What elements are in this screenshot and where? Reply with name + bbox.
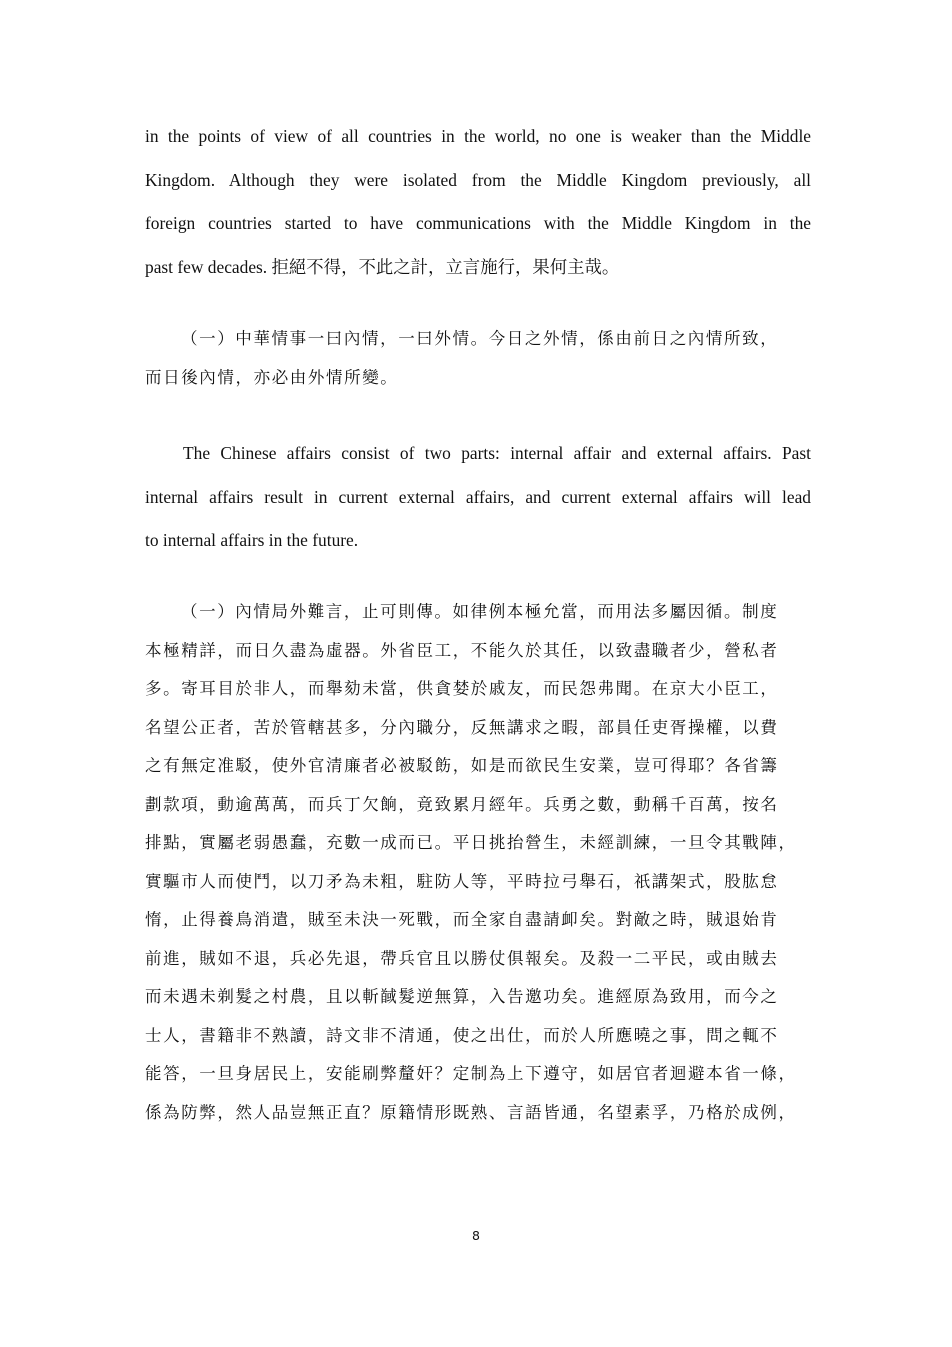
text-line: 前進，賊如不退，兵必先退，帶兵官且以勝仗俱報矣。及殺一二平民，或由賊去 — [145, 948, 779, 968]
paragraph-chinese-1 — [145, 320, 811, 397]
text-line: internal affairs result in current external affairs, and current external affairs will lead — [145, 486, 811, 507]
text-line: 之有無定准駁，使外官清廉者必被駁飭，如是而欲民生安業，豈可得耶？各省籌 — [145, 756, 779, 775]
text-line: 係為防弊，然人品豈無正直？原籍情形既熟、言語皆通，名望素孚，乃格於成例， — [145, 1102, 797, 1122]
text-line: 士人，書籍非不熟讀，詩文非不清通，使之出仕，而於人所應曉之事，問之輒不 — [145, 1025, 779, 1045]
paragraph-chinese-2 — [145, 593, 811, 1132]
text-line: 能答，一旦身居民上，安能刷弊釐奸？定制為上下遵守，如居官者迴避本省一條， — [145, 1064, 797, 1083]
text-line: 惰，止得養鳥消遣，賊至未決一死戰，而全家自盡請卹矣。對敵之時，賊退始肯 — [145, 910, 779, 929]
text-line: past few decades. 拒絕不得，不此之計，立言施行，果何主哉。 — [145, 256, 620, 277]
text-line: 而日後內情，亦必由外情所變。 — [145, 367, 399, 387]
text-line: 本極精詳，而日久盡為虛器。外省臣工，不能久於其任，以致盡職者少，營私者 — [145, 640, 779, 660]
text-line: foreign countries started to have communications with the Middle Kingdom in the — [145, 213, 811, 233]
text-line: 名望公正者，苦於管轄甚多，分內職分，反無講求之暇，部員任吏胥操權，以費 — [145, 717, 779, 737]
page-number: 8 — [472, 1228, 480, 1243]
paragraph-english-1 — [145, 115, 811, 289]
text-line: in the points of view of all countries in the world, no one is weaker than the Middle — [145, 126, 811, 146]
text-line: The Chinese affairs consist of two parts: internal affair and external affairs. Past — [183, 443, 811, 463]
text-line: 多。寄耳目於非人，而舉劾未當，供貪婪於戚友，而民怨弗聞。在京大小臣工， — [145, 679, 779, 698]
paragraph-english-2 — [145, 432, 811, 563]
text-line: 劃款項，動逾萬萬，而兵丁欠餉，竟致累月經年。兵勇之數，動稱千百萬，按名 — [145, 794, 779, 814]
text-line: Kingdom. Although they were isolated from the Middle Kingdom previously, all — [145, 169, 811, 190]
text-line: 實驅市人而使鬥，以刀矛為未粗，駐防人等，平時拉弓舉石，祇講架式，股肱怠 — [145, 871, 779, 891]
text-line: to internal affairs in the future. — [145, 530, 359, 550]
text-line: （一）內情局外難言，止可則傳。如律例本極允當，而用法多屬因循。制度 — [181, 602, 779, 621]
text-line: 而未遇未剃髮之村農，且以斬馘髮逆無算，入告邀功矣。進經原為致用，而今之 — [145, 987, 779, 1006]
text-line: 排點，實屬老弱愚蠢，充數一成而已。平日挑抬營生，未經訓練，一旦令其戰陣， — [145, 833, 797, 852]
text-line: （一）中華情事一曰內情，一曰外情。今日之外情，係由前日之內情所致， — [181, 329, 779, 348]
